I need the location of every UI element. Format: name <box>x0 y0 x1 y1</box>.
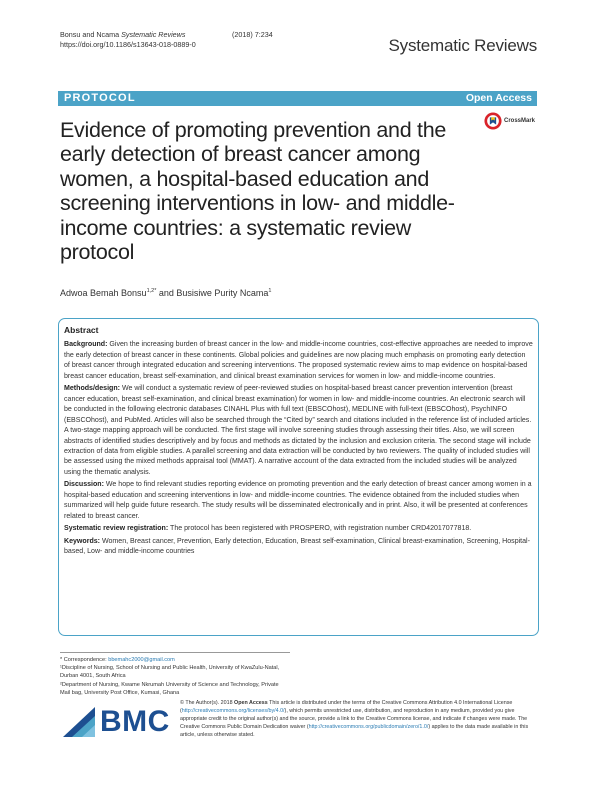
crossmark-icon <box>484 112 502 130</box>
abstract-box <box>58 318 539 636</box>
correspondence-email-link[interactable]: bbemahc2000@gmail.com <box>108 657 175 663</box>
section-text: Women, Breast cancer, Prevention, Early detection, Education, Breast self-examination, Clinical breast-examination, Screening, Hospital-based, Low- and middle-income countries <box>64 537 530 556</box>
author-list <box>60 288 271 298</box>
author-separator: and <box>156 288 177 298</box>
section-text: We hope to find relevant studies reporting evidence on promoting prevention and the early detection of breast cancer among women in a hospital-based education and screening interventions in low- and middle-income countries. The evidence obtained from the included studies when summarized will help guide future research. The study results will be disseminated electronically and in print. Also, it will be presented at conferences related to breast cancer. <box>64 481 532 520</box>
article-type-banner <box>58 91 537 106</box>
crossmark-badge[interactable] <box>484 112 535 130</box>
section-label: Systematic review registration: <box>64 525 169 533</box>
license-body-3: ) applies to the data made available in this article, unless otherwise stated. <box>180 724 529 739</box>
cc-by-license-link[interactable]: http://creativecommons.org/licenses/by/4.0/ <box>181 708 285 715</box>
article-title: Evidence of promoting prevention and the early detection of breast cancer among women, a hospital-based education and screening interventions in low- and middle-income countries: a systematic review protocol <box>60 118 455 265</box>
open-access-label: Open Access <box>465 92 532 104</box>
author-affiliation-marker: 1,2* <box>146 288 157 294</box>
bmc-logo-text: BMC <box>100 705 170 738</box>
correspondence <box>60 656 290 664</box>
license-body-1: This article is distributed under the terms of the Creative Commons Attribution 4.0 International License ( <box>180 700 513 715</box>
footnotes <box>60 652 290 697</box>
header-authors: Bonsu and Ncama <box>60 30 120 39</box>
footnote-divider <box>60 652 290 653</box>
section-text: Given the increasing burden of breast cancer in the low- and middle-income countries, cost-effective approaches are needed to improve the early detection of breast cancer in these continents. Global policies and guidelines are now placing much emphasis on promoting early detection of breast cancer through integrated education and screening interventions. The proposed systematic review aims to map evidence on hospital-based breast cancer education, breast self-examination, and clinical breast examination services for women in low- and middle-income countries. <box>64 341 533 380</box>
header-doi[interactable]: https://doi.org/10.1186/s13643-018-0889-0 <box>60 40 196 49</box>
section-text: The protocol has been registered with PROSPERO, with registration number CRD42017077818. <box>168 525 472 533</box>
cc-zero-license-link[interactable]: http://creativecommons.org/publicdomain/zero/1.0/ <box>308 724 429 731</box>
license-body-2: ), which permits unrestricted use, distribution, and reproduction in any medium, provided you give appropriate credit to the original author(s) and the source, provide a link to the Creative Commons license, and indicate if changes were made. The Creative Commons Public Domain Dedication waiver ( <box>180 708 528 731</box>
correspondence-prefix: * Correspondence: <box>60 657 109 663</box>
section-label: Discussion: <box>64 481 104 489</box>
author-name[interactable]: Busisiwe Purity Ncama <box>176 288 269 298</box>
section-label: Methods/design: <box>64 385 120 393</box>
crossmark-label: CrossMark <box>504 118 536 124</box>
affiliation-1: ¹Discipline of Nursing, School of Nursing and Public Health, University of KwaZulu-Natal, Durban 4001, South Africa <box>60 665 280 680</box>
abstract-discussion <box>64 480 533 522</box>
section-label: Keywords: <box>64 537 101 545</box>
license-open-access: Open Access <box>234 700 268 706</box>
abstract-keywords <box>64 537 533 558</box>
bmc-logo <box>62 705 170 739</box>
abstract-heading: Abstract <box>64 325 99 335</box>
author-name[interactable]: Adwoa Bemah Bonsu <box>60 288 147 298</box>
abstract-registration <box>64 524 533 534</box>
article-type: PROTOCOL <box>64 92 136 104</box>
journal-logo: Systematic Reviews <box>388 36 537 55</box>
copyright: © The Author(s). 2018 <box>180 700 235 706</box>
license-text <box>180 699 537 739</box>
abstract-background <box>64 340 533 382</box>
bmc-logo-icon <box>62 706 96 738</box>
affiliation-2: ²Department of Nursing, Kwame Nkrumah University of Science and Technology, Private Mail bag, University Post Office, Kumasi, Ghana <box>60 681 279 696</box>
running-header <box>60 30 196 50</box>
header-journal: Systematic Reviews <box>121 30 186 39</box>
abstract-methods <box>64 384 533 478</box>
header-year-volume: (2018) 7:234 <box>232 30 273 39</box>
author-affiliation-marker: 1 <box>268 288 272 294</box>
section-text: We will conduct a systematic review of peer-reviewed studies on hospital-based breast cancer prevention intervention (breast cancer education, breast self-examination, and clinical breast examination) for women in low- and middle-income countries. An electronic search will be conducted in the following electronic databases CINAHL Plus with full text (EBSCOhost), MEDLINE with full-text (EBSCOhost), PsychINFO (EBSCOhost), and PubMed. Articles will also be searched through the “Cited by” search and citations included in the reference list of included articles. A two-stage mapping approach will be conducted. The first stage will involve screening studies through assessing their titles. Also, we will screen abstracts of identified studies descriptively and by focus and methods as dictated by the inclusion and exclusion criteria. The second stage will include extraction of data from eligible studies. A parallel screening and data extraction will be conducted by two reviewers. The quality of included studies will be assessed using the mixed methods appraisal tool (MMAT). A narrative account of the data extracted from the included studies will be analyzed using the thematic analysis. <box>64 385 532 476</box>
section-label: Background: <box>64 341 108 349</box>
